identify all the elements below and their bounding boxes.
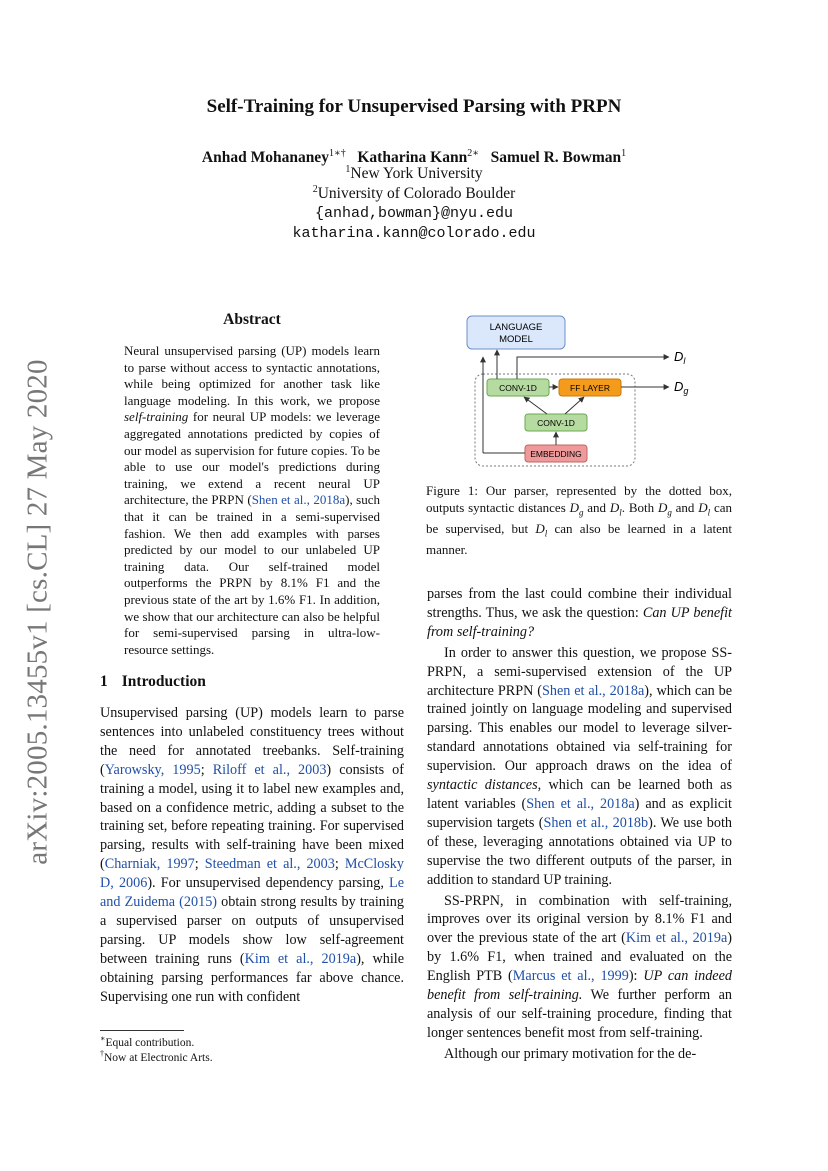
author-2: Katharina Kann$^{2∗}$ xyxy=(357,148,479,167)
footnote-2: †Now at Electronic Arts. xyxy=(100,1049,213,1064)
paragraph-3: SS-PRPN, in combination with self-training, improves over its original version by 8.1% F1 and over the previous state of the art (Kim et al., 2019a) by 1.6% F1, when trained and evaluated on the English PTB (Marcus et al., 1999): UP can indeed benefit from self-training. We further perform an analysis of our self-training procedure, finding that longer sentences benefit most from self-training. xyxy=(427,892,732,1041)
author-1: Anhad Mohananey$^{1∗\dagger}$ xyxy=(201,148,346,167)
citation-link[interactable]: Steedman et al., 2003 xyxy=(204,856,335,873)
footnote-rule xyxy=(100,1030,184,1031)
paragraph-1: parses from the last could combine their individual strengths. Thus, we ask the question: Can UP benefit from self-training? xyxy=(427,586,732,640)
embedding-label: EMBEDDING xyxy=(530,449,582,459)
section-heading: 1 Introduction xyxy=(100,673,206,690)
email-1: {anhad,bowman}@nyu.edu xyxy=(314,205,514,222)
citation-link[interactable]: Charniak, 1997 xyxy=(104,856,195,873)
ff-layer-label: FF LAYER xyxy=(570,383,610,393)
citation-link[interactable]: Marcus et al., 1999 xyxy=(512,968,629,985)
output-dl-label: $D_l$ xyxy=(674,349,686,366)
edge-conv-conv xyxy=(524,397,547,414)
citation-link[interactable]: Yarowsky, 1995 xyxy=(104,761,201,778)
intro-paragraph: Unsupervised parsing (UP) models learn to parse sentences into unlabeled constituency trees without the need for annotated treebanks. Self-training (Yarowsky, 1995; Riloff et al., 2003) consists of training a model, using it to label new examples and, based on a confidence metric, adding a subset to the training set, before repeating training. For supervised parsing, results with self-training have been mixed (Charniak, 1997; Steedman et al., 2003; McClosky D, 2006). For unsupervised dependency parsing, Le and Zuidema (2015) obtain strong results by training a supervised parser on outputs of unsupervised parsing. UP models show low self-agreement between training runs (Kim et al., 2019a), while obtaining parsing performances far above chance. Supervising one run with confident xyxy=(100,705,405,1005)
arxiv-identifier: arXiv:2005.13455v1 [cs.CL] 27 May 2020 xyxy=(21,359,54,865)
edge-conv-ff xyxy=(565,397,584,414)
language-model-label-1: LANGUAGE xyxy=(489,322,543,333)
paragraph-2: In order to answer this question, we propose SS-PRPN, a semi-supervised extension of the UP architecture PRPN (Shen et al., 2018a), which can be trained jointly on language modeling and supervised parsing. This enables our model to leverage silver-standard annotations obtained via self-training for supervision. Our approach draws on the idea of syntactic distances, which can be learned both as latent variables (Shen et al., 2018a) and as explicit supervision targets (Shen et al., 2018b). We use both of these, leveraging annotations obtained via UP to supervise the two different outputs of the parser, in addition to standard UP training. xyxy=(427,644,733,888)
abstract-body: Neural unsupervised parsing (UP) models learn to parse without access to syntactic annotations, while being optimized for another task like language modeling. In this work, we propose self-training for neural UP models: we leverage aggregated annotations predicted by copies of our model as supervision for future copies. To be able to use our model's predictions during training, we extend a recent neural UP architecture, the PRPN (Shen et al., 2018a), such that it can be trained in a semi-supervised fashion. We then add examples with parses predicted by our model to our unlabeled UP training data. Our self-trained model outperforms the PRPN by 8.1% F1 and the previous state of the art by 1.6% F1. In addition, we show that our architecture can also be helpful for semi-supervised parsing in ultra-low-resource settings. xyxy=(124,343,380,657)
citation-link[interactable]: Kim et al., 2019a xyxy=(244,950,357,967)
paper-title: Self-Training for Unsupervised Parsing with PRPN xyxy=(206,96,622,117)
conv1d-top-label: CONV-1D xyxy=(499,383,537,393)
citation-link[interactable]: McClosky D, 2006 xyxy=(100,856,404,892)
affiliation-2: $^2$University of Colorado Boulder xyxy=(312,184,516,203)
citation-link[interactable]: Riloff et al., 2003 xyxy=(212,761,327,778)
citation-link[interactable]: Shen et al., 2018a xyxy=(251,492,346,508)
conv1d-mid-label: CONV-1D xyxy=(537,418,575,428)
email-2: katharina.kann@colorado.edu xyxy=(292,225,536,242)
citation-link[interactable]: Kim et al., 2019a xyxy=(625,930,728,947)
abstract-heading: Abstract xyxy=(223,311,281,328)
paragraph-4: Although our primary motivation for the de- xyxy=(444,1045,697,1062)
affiliation-1: $^1$New York University xyxy=(345,164,483,183)
edge-conv-dl xyxy=(517,357,669,379)
citation-link[interactable]: Shen et al., 2018a xyxy=(526,795,635,812)
right-column-text xyxy=(427,585,732,1064)
figure-caption: Figure 1: Our parser, represented by the dotted box, outputs syntactic distances $D_g$ and $D_l$. Both $D_g$ and $D_l$ can be supervised, but $D_l$ can also be learned in a latent manner. xyxy=(426,483,732,557)
output-dg-label: $D_g$ xyxy=(674,379,689,396)
citation-link[interactable]: Shen et al., 2018b xyxy=(543,814,649,831)
footnote-1: ∗Equal contribution. xyxy=(100,1034,195,1049)
citation-link[interactable]: Le and Zuidema (2015) xyxy=(100,875,404,911)
citation-link[interactable]: Shen et al., 2018a xyxy=(541,682,645,699)
language-model-label-2: MODEL xyxy=(499,334,533,345)
parser-architecture-diagram xyxy=(462,310,702,474)
author-3: Samuel R. Bowman$^1$ xyxy=(490,148,627,167)
